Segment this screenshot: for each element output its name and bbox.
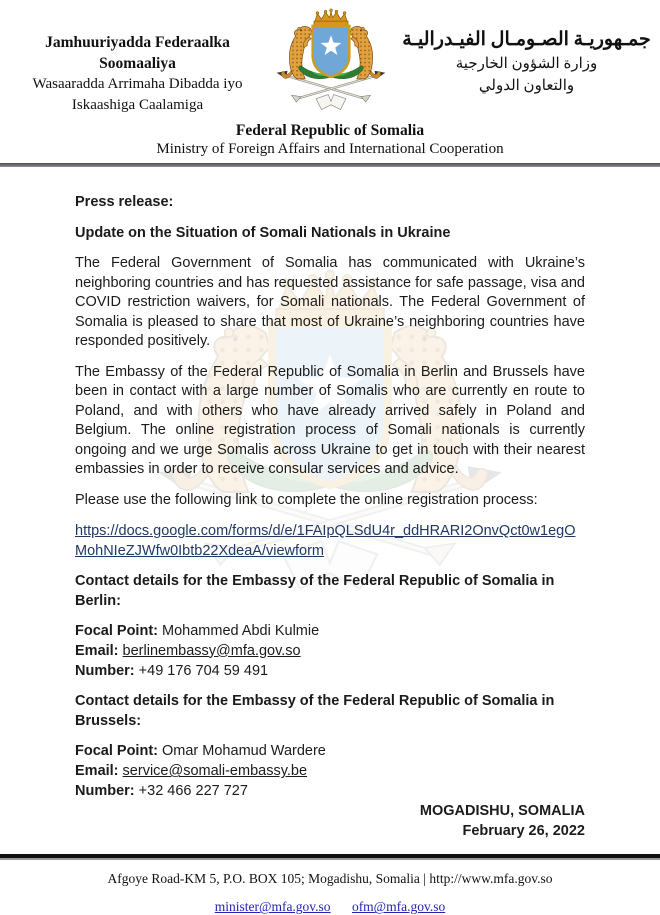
berlin-number-line bbox=[75, 662, 585, 682]
letterhead-somali-block bbox=[14, 32, 261, 116]
minister-email-link[interactable]: minister@mfa.gov.so bbox=[214, 899, 331, 915]
press-release-label: Press release: bbox=[75, 194, 174, 210]
document-title: Update on the Situation of Somali Nationals in Ukraine bbox=[75, 224, 451, 241]
paragraph-embassy-contact: The Embassy of the Federal Republic of Somalia in Berlin and Brussels have been in contact with a large number of Somalis who are currently en route to Poland, and with others who have already arrived safely in Poland and Belgium. The online registration process of Somali nationals is currently ongoing and we urge Somalis across Ukraine to get in touch with their nearest embassies in order to receive consular services and advice. bbox=[75, 363, 585, 477]
number-label: Number: bbox=[75, 662, 135, 679]
email-label: Email: bbox=[75, 763, 119, 780]
brussels-focal-point-name: Omar Mohamud Wardere bbox=[162, 743, 326, 760]
english-country-name: Federal Republic of Somalia bbox=[235, 122, 425, 139]
email-label: Email: bbox=[75, 642, 119, 659]
letterhead-arabic-block bbox=[401, 26, 652, 97]
brussels-contact-block bbox=[75, 742, 585, 801]
signature-block bbox=[75, 802, 585, 842]
page-footer bbox=[0, 871, 660, 915]
letterhead bbox=[0, 0, 660, 120]
focal-point-label: Focal Point: bbox=[75, 743, 158, 760]
registration-link-intro: Please use the following link to complete the online registration process: bbox=[75, 491, 538, 508]
arabic-ministry-line1: وزارة الشؤون الخارجية bbox=[455, 56, 598, 72]
letterhead-english-block bbox=[0, 122, 660, 158]
ofm-email-link[interactable]: ofm@mfa.gov.so bbox=[351, 899, 446, 915]
registration-form-link[interactable]: https://docs.google.com/forms/d/e/1FAIpQLSdU4r_ddHRARI2OnvQct0w1egOMohNIeZJWfw0Ibtb22XdeaA/viewform bbox=[75, 523, 576, 559]
document-body bbox=[0, 167, 660, 841]
english-ministry-name: Ministry of Foreign Affairs and International Cooperation bbox=[156, 141, 504, 157]
footer-address: Afgoye Road-KM 5, P.O. BOX 105; Mogadishu, Somalia | http://www.mfa.gov.so bbox=[107, 871, 553, 887]
brussels-email-line bbox=[75, 762, 585, 782]
berlin-email-link[interactable]: berlinembassy@mfa.gov.so bbox=[122, 642, 301, 659]
brussels-email-link[interactable]: service@somali-embassy.be bbox=[122, 763, 308, 780]
berlin-contact-block bbox=[75, 622, 585, 681]
berlin-focal-point-name: Mohammed Abdi Kulmie bbox=[162, 623, 320, 639]
footer-email-links bbox=[0, 899, 660, 915]
somali-ministry-line1: Wasaaradda Arrimaha Dibadda iyo bbox=[32, 76, 243, 92]
signature-date: February 26, 2022 bbox=[462, 822, 585, 839]
berlin-contact-heading: Contact details for the Embassy of the Federal Republic of Somalia in Berlin: bbox=[75, 573, 555, 609]
brussels-contact-heading: Contact details for the Embassy of the Federal Republic of Somalia in Brussels: bbox=[75, 693, 555, 729]
berlin-email-line bbox=[75, 642, 585, 662]
brussels-phone-number: +32 466 227 727 bbox=[138, 782, 248, 799]
somali-country-name: Jamhuuriyadda Federaalka Soomaaliya bbox=[45, 34, 230, 72]
brussels-focal-point-line bbox=[75, 742, 585, 762]
signature-place: MOGADISHU, SOMALIA bbox=[419, 802, 585, 819]
somalia-coat-of-arms-icon bbox=[261, 8, 401, 120]
number-label: Number: bbox=[75, 782, 135, 799]
focal-point-label: Focal Point: bbox=[75, 623, 158, 639]
berlin-phone-number: +49 176 704 59 491 bbox=[138, 662, 269, 679]
somali-ministry-line2: Iskaashiga Caalamiga bbox=[71, 97, 204, 113]
arabic-ministry-line2: والتعاون الدولي bbox=[478, 78, 575, 94]
arabic-country-name: جمـهوريـة الصـومـال الفيـدراليـة bbox=[402, 29, 651, 50]
berlin-focal-point-line bbox=[75, 622, 585, 642]
paragraph-government-communication: The Federal Government of Somalia has communicated with Ukraine’s neighboring countries and has requested assistance for safe passage, visa and COVID restriction waivers, for Somali nationals. The Federal Government of Somalia is pleased to share that most of Ukraine’s neighboring countries have responded positively. bbox=[75, 255, 585, 349]
footer-divider bbox=[0, 854, 660, 858]
brussels-number-line bbox=[75, 782, 585, 802]
